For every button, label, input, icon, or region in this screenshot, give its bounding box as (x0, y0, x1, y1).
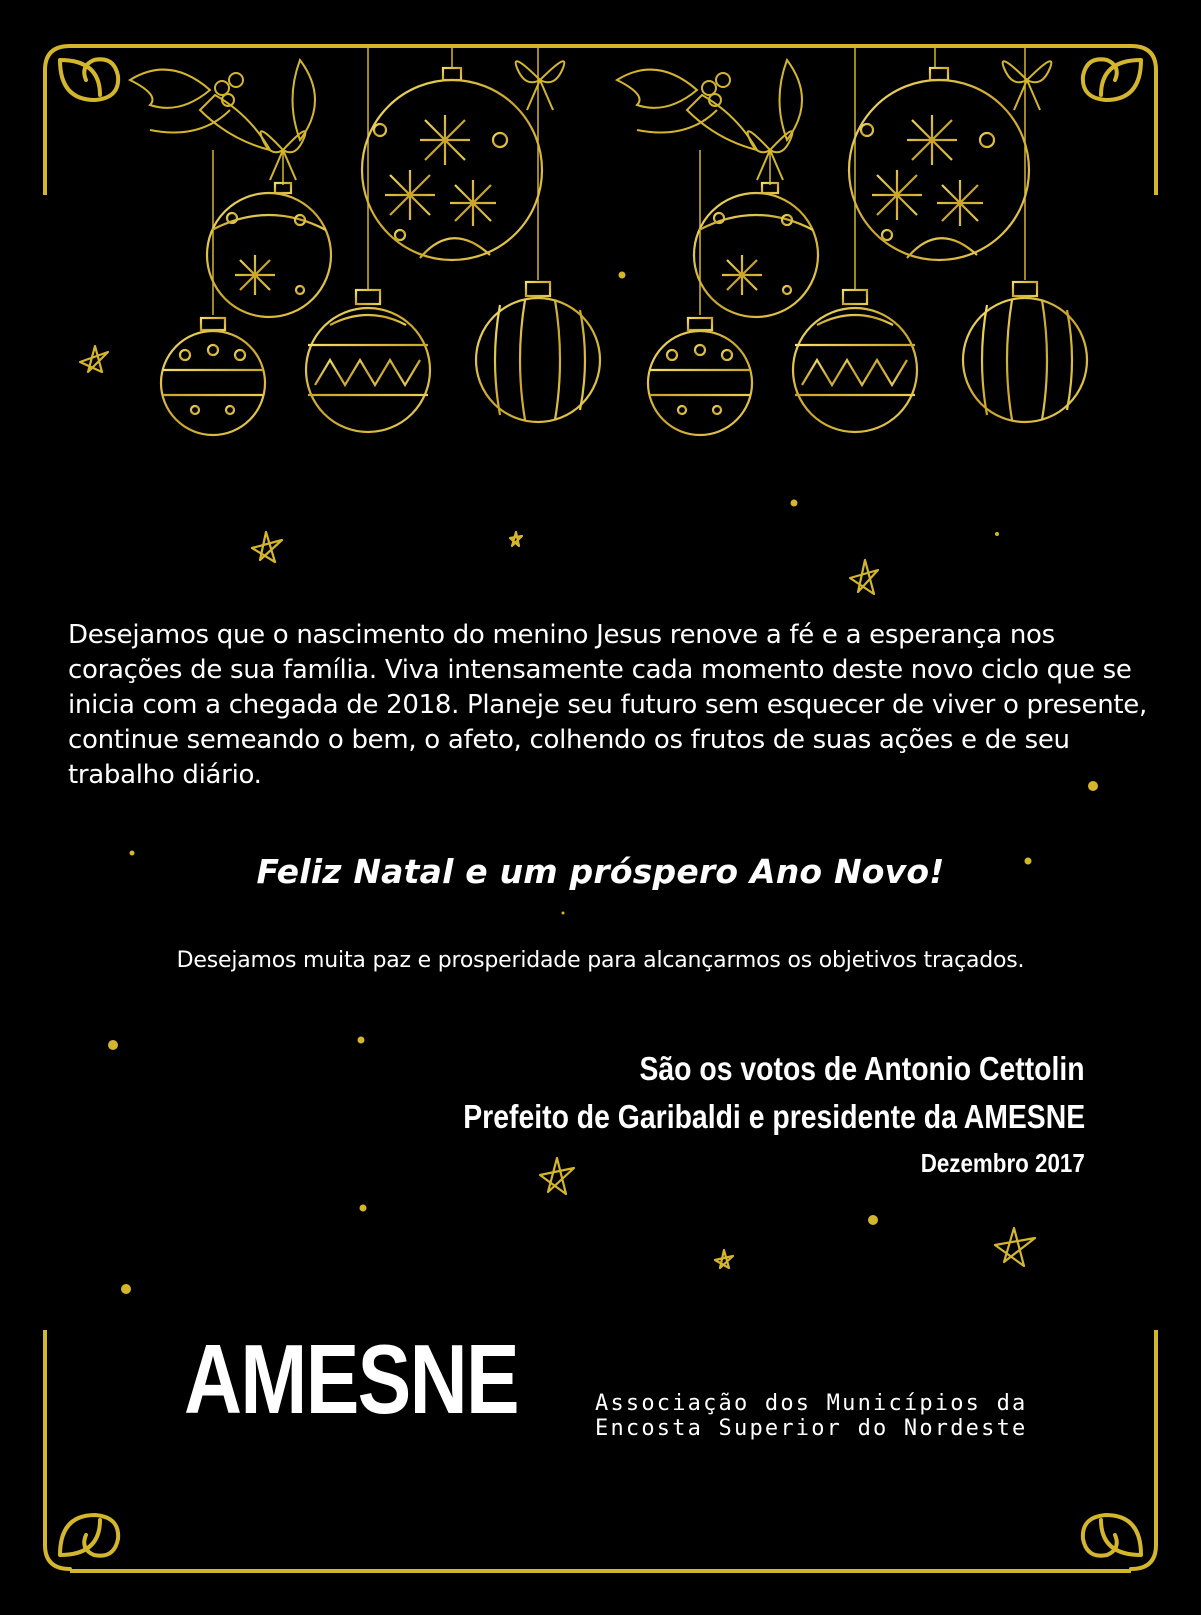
corner-flourish-icon (1083, 46, 1156, 100)
association-subtitle-line-1: Associação dos Municípios da (595, 1391, 1028, 1416)
association-subtitle-line-2: Encosta Superior do Nordeste (595, 1416, 1028, 1441)
corner-flourish-icon (1083, 1515, 1156, 1569)
signature-line-2: Prefeito de Garibaldi e presidente da AMESNE (463, 1098, 1085, 1135)
wish-text: Desejamos muita paz e prosperidade para alcançarmos os objetivos traçados. (176, 948, 1025, 973)
bow-icon (261, 61, 565, 180)
star-icon (850, 560, 878, 594)
star-icon (80, 346, 108, 372)
signature-line-1: São os votos de Antonio Cettolin (639, 1050, 1085, 1087)
christmas-ornament-icon (306, 290, 430, 432)
association-subtitle (595, 1391, 1027, 1441)
christmas-ornament-icon (207, 183, 331, 317)
signature-date: Dezembro 2017 (920, 1148, 1085, 1178)
christmas-ornament-icon (793, 290, 917, 432)
holiday-message: Desejamos que o nascimento do menino Jesus renove a fé e a esperança nos corações de sua família. Viva intensamente cada momento deste novo ciclo que se inicia com a chegada de 2018. Planeje seu futuro sem esquecer de viver o presente, continue semeando o bem, o afeto, colhendo os frutos de suas ações e de seu trabalho diário. (68, 620, 1147, 790)
star-icon (715, 1250, 733, 1268)
holly-icon (617, 60, 802, 150)
amesne-logo: AMESNE (184, 1324, 518, 1434)
christmas-ornament-icon (963, 282, 1087, 422)
star-icon (510, 532, 522, 546)
christmas-ornament-icon (694, 183, 818, 317)
star-icon (252, 532, 282, 562)
corner-flourish-icon (45, 46, 118, 100)
greeting-headline: Feliz Natal e um próspero Ano Novo! (256, 852, 945, 891)
corner-flourish-icon (45, 1515, 118, 1569)
christmas-ornament-icon (362, 68, 542, 260)
christmas-ornament-icon (476, 282, 600, 422)
ornament-strings (213, 46, 1025, 315)
bow-icon (748, 61, 1052, 180)
star-icon (540, 1158, 574, 1194)
holly-icon (130, 60, 315, 150)
star-icon (995, 1228, 1035, 1266)
christmas-ornament-icon (849, 68, 1029, 260)
christmas-ornament-icon (161, 318, 265, 435)
christmas-ornament-icon (648, 318, 752, 435)
